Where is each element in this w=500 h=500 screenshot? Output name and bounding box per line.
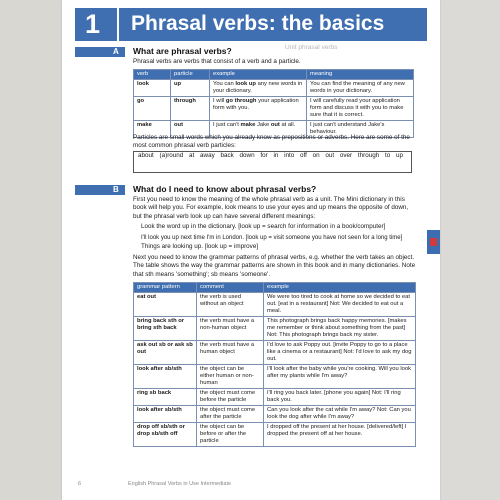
cell-particle: up: [171, 80, 210, 97]
cell-pattern: drop off sb/sth or drop sb/sth off: [134, 423, 197, 447]
cell-comment: the verb is used without an object: [197, 293, 264, 317]
cell-example: Can you look after the cat while I'm away? Not: Can you look the dog after while I'm away?: [264, 406, 416, 423]
cell-pattern: look after sb/sth: [134, 365, 197, 389]
cell-pattern: ask out sb or ask sb out: [134, 341, 197, 365]
cell-verb: look: [134, 80, 171, 97]
cell-particle: out: [171, 121, 210, 138]
header-comment: comment: [197, 283, 264, 293]
page-number: 6: [78, 481, 82, 487]
cell-example: We were too tired to cook at home so we decided to eat out. [eat in a restaurant] Not: We decided to eat out a meal.: [264, 293, 416, 317]
grammar-pattern-table: [133, 282, 416, 447]
section-a-title: What are phrasal verbs?: [133, 46, 232, 56]
cell-example: I just can't make Jake out at all.: [210, 121, 307, 138]
header-example: example: [264, 283, 416, 293]
table-row: [134, 341, 416, 365]
section-b-paragraph-1: First you need to know the meaning of the whole phrasal verb as a unit. The Mini dictionary in this book will help you. For example, look means to use your eyes and up means the opposite of down, but the phrasal verb look up can have several different meanings:: [133, 196, 409, 220]
left-margin: [0, 0, 62, 500]
cell-pattern: bring back sth or bring sth back: [134, 317, 197, 341]
table-row: [134, 97, 414, 121]
cell-example: This photograph brings back happy memories. [makes me remember or think about something from the past] Not: This photograph brings back my sister.: [264, 317, 416, 341]
particles-intro: Particles are small words which you already know as prepositions or adverbs. Here are some of the most common phrasal verb particles:: [133, 134, 410, 150]
cell-verb: go: [134, 97, 171, 121]
header-divider: [117, 8, 119, 41]
table-row: [134, 423, 416, 447]
cell-comment: the verb must have a non-human object: [197, 317, 264, 341]
header-particle: particle: [171, 70, 210, 80]
example-line-3: Things are looking up. [look up = improve]: [141, 243, 259, 250]
example-line-1: Look the word up in the dictionary. [look up = search for information in a book/computer]: [141, 223, 386, 230]
example-line-2: I'll look you up next time I'm in London. [look up = visit someone you have not seen for a long time]: [141, 235, 403, 241]
table-row: [134, 406, 416, 423]
cell-comment: the object must come after the particle: [197, 406, 264, 423]
section-b-letter: B: [113, 185, 119, 194]
show-through-text: Unit phrasal verbs: [285, 44, 338, 51]
table-header-row: [134, 283, 416, 293]
cell-meaning: You can find the meaning of any new words in your dictionary.: [307, 80, 414, 97]
cell-comment: the object can be before or after the particle: [197, 423, 264, 447]
cell-comment: the object must come before the particle: [197, 389, 264, 406]
cell-example: I'd love to ask Poppy out. [invite Poppy to go to a place like a cinema or a restaurant] Not: I'd love to ask my dog out.: [264, 341, 416, 365]
section-a-intro: Phrasal verbs are verbs that consist of a verb and a particle.: [133, 58, 301, 65]
header-example: example: [210, 70, 307, 80]
cell-example: You can look up any new words in your dictionary.: [210, 80, 307, 97]
cell-meaning: I just can't understand Jake's behaviour.: [307, 121, 414, 138]
table-header-row: [134, 70, 414, 80]
cell-example: I will go through your application form with you.: [210, 97, 307, 121]
table-row: [134, 317, 416, 341]
section-a-letter: A: [113, 47, 119, 56]
cell-pattern: look after sb/sth: [134, 406, 197, 423]
table-row: [134, 293, 416, 317]
unit-number: 1: [85, 9, 101, 39]
page-edge-flag: [430, 238, 437, 246]
table-row: [134, 389, 416, 406]
cell-verb: make: [134, 121, 171, 138]
section-b-paragraph-2: Next you need to know the grammar patterns of phrasal verbs, e.g. whether the verb takes an object. The table shows the way the grammar patterns are shown in this book and in many dictionaries. Note that sth means 'something'; sb means 'someone'.: [133, 254, 416, 278]
table-row: [134, 365, 416, 389]
cell-comment: the verb must have a human object: [197, 341, 264, 365]
cell-pattern: ring sb back: [134, 389, 197, 406]
unit-title: Phrasal verbs: the basics: [131, 12, 385, 35]
particles-box: about (a)round at away back down for in into off on out over through to up: [133, 151, 412, 173]
header-verb: verb: [134, 70, 171, 80]
table-row: [134, 80, 414, 97]
cell-example: I'll ring you back later. [phone you again] Not: I'll ring back you.: [264, 389, 416, 406]
cell-meaning: I will carefully read your application form and discuss it with you to make sure that it is correct.: [307, 97, 414, 121]
right-margin: [440, 0, 500, 500]
section-b-title: What do I need to know about phrasal verbs?: [133, 184, 317, 194]
header-meaning: meaning: [307, 70, 414, 80]
cell-pattern: eat out: [134, 293, 197, 317]
header-pattern: grammar pattern: [134, 283, 197, 293]
cell-example: I dropped off the present at her house. [delivered/left] I dropped the present off at her house.: [264, 423, 416, 447]
verb-particle-table: [133, 69, 414, 138]
cell-comment: the object can be either human or non-human: [197, 365, 264, 389]
cell-example: I'll look after the baby while you're cooking. Will you look after my plants while I'm away?: [264, 365, 416, 389]
cell-particle: through: [171, 97, 210, 121]
book-title-footer: English Phrasal Verbs in Use Intermediate: [128, 481, 232, 487]
